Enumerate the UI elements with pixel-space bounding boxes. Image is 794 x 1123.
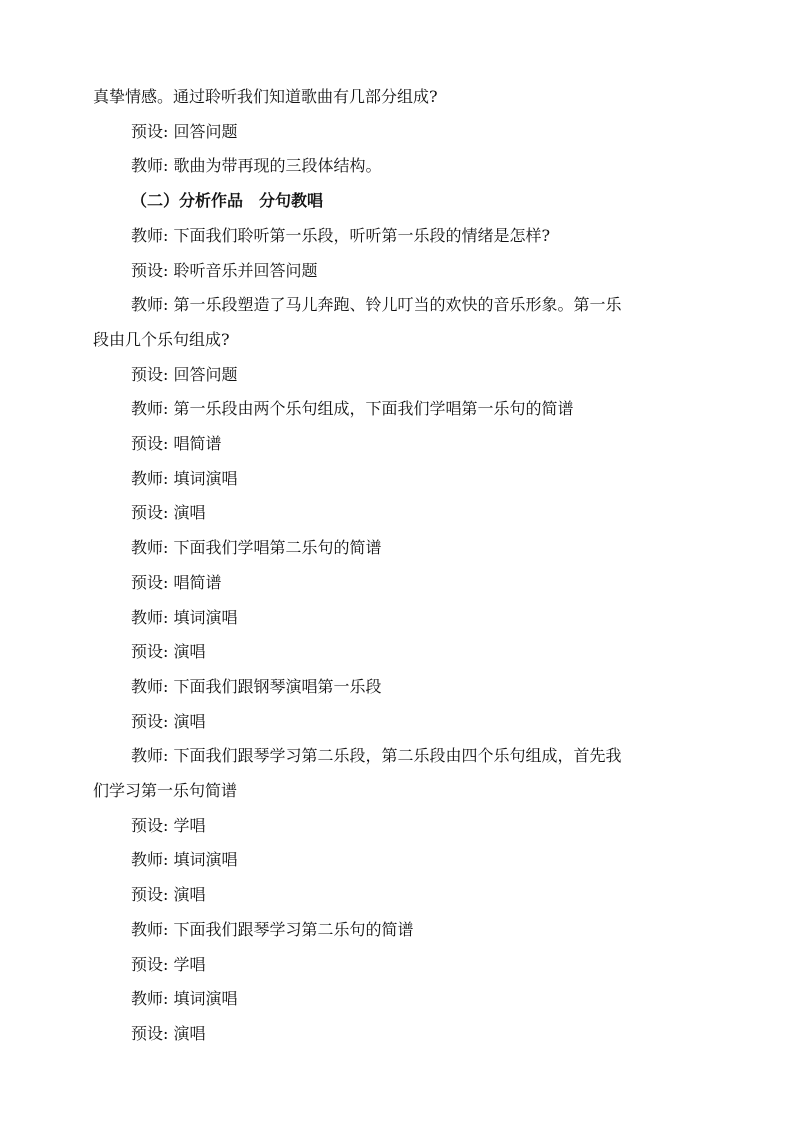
paragraph-teacher-line-2: 段由几个乐句组成? — [93, 329, 230, 349]
section-heading: （二）分析作品 分句教唱 — [131, 191, 324, 211]
paragraph-teacher: 教师: 填词演唱 — [131, 989, 238, 1009]
paragraph-teacher: 教师: 歌曲为带再现的三段体结构。 — [131, 156, 382, 176]
paragraph-preset: 预设: 唱简谱 — [131, 572, 222, 592]
paragraph-preset: 预设: 演唱 — [131, 642, 206, 662]
document-body — [93, 80, 707, 1052]
paragraph-preset: 预设: 演唱 — [131, 885, 206, 905]
paragraph-preset: 预设: 唱简谱 — [131, 434, 222, 454]
paragraph-preset: 预设: 演唱 — [131, 1023, 206, 1043]
paragraph-teacher: 教师: 填词演唱 — [131, 850, 238, 870]
paragraph-teacher: 教师: 下面我们跟钢琴演唱第一乐段 — [131, 676, 382, 696]
paragraph-preset: 预设: 回答问题 — [131, 121, 238, 141]
paragraph-teacher: 教师: 下面我们跟琴学习第二乐句的简谱 — [131, 919, 414, 939]
paragraph-preset: 预设: 聆听音乐并回答问题 — [131, 260, 318, 280]
paragraph-teacher: 教师: 填词演唱 — [131, 607, 238, 627]
paragraph-teacher: 教师: 下面我们聆听第一乐段，听听第一乐段的情绪是怎样? — [131, 225, 551, 245]
paragraph-preset: 预设: 学唱 — [131, 815, 206, 835]
paragraph-teacher-line-1: 教师: 下面我们跟琴学习第二乐段，第二乐段由四个乐句组成，首先我 — [131, 746, 622, 766]
paragraph-teacher-line-2: 们学习第一乐句简谱 — [93, 781, 238, 801]
paragraph-preset: 预设: 回答问题 — [131, 364, 238, 384]
paragraph-preset: 预设: 演唱 — [131, 503, 206, 523]
paragraph-preset: 预设: 学唱 — [131, 954, 206, 974]
paragraph-teacher: 教师: 下面我们学唱第二乐句的简谱 — [131, 538, 382, 558]
paragraph-teacher: 教师: 第一乐段由两个乐句组成，下面我们学唱第一乐句的简谱 — [131, 399, 574, 419]
paragraph-teacher: 教师: 填词演唱 — [131, 468, 238, 488]
paragraph-preset: 预设: 演唱 — [131, 711, 206, 731]
paragraph-continuation: 真挚情感。通过聆听我们知道歌曲有几部分组成? — [93, 87, 438, 106]
paragraph-teacher-line-1: 教师: 第一乐段塑造了马儿奔跑、铃儿叮当的欢快的音乐形象。第一乐 — [131, 295, 622, 315]
